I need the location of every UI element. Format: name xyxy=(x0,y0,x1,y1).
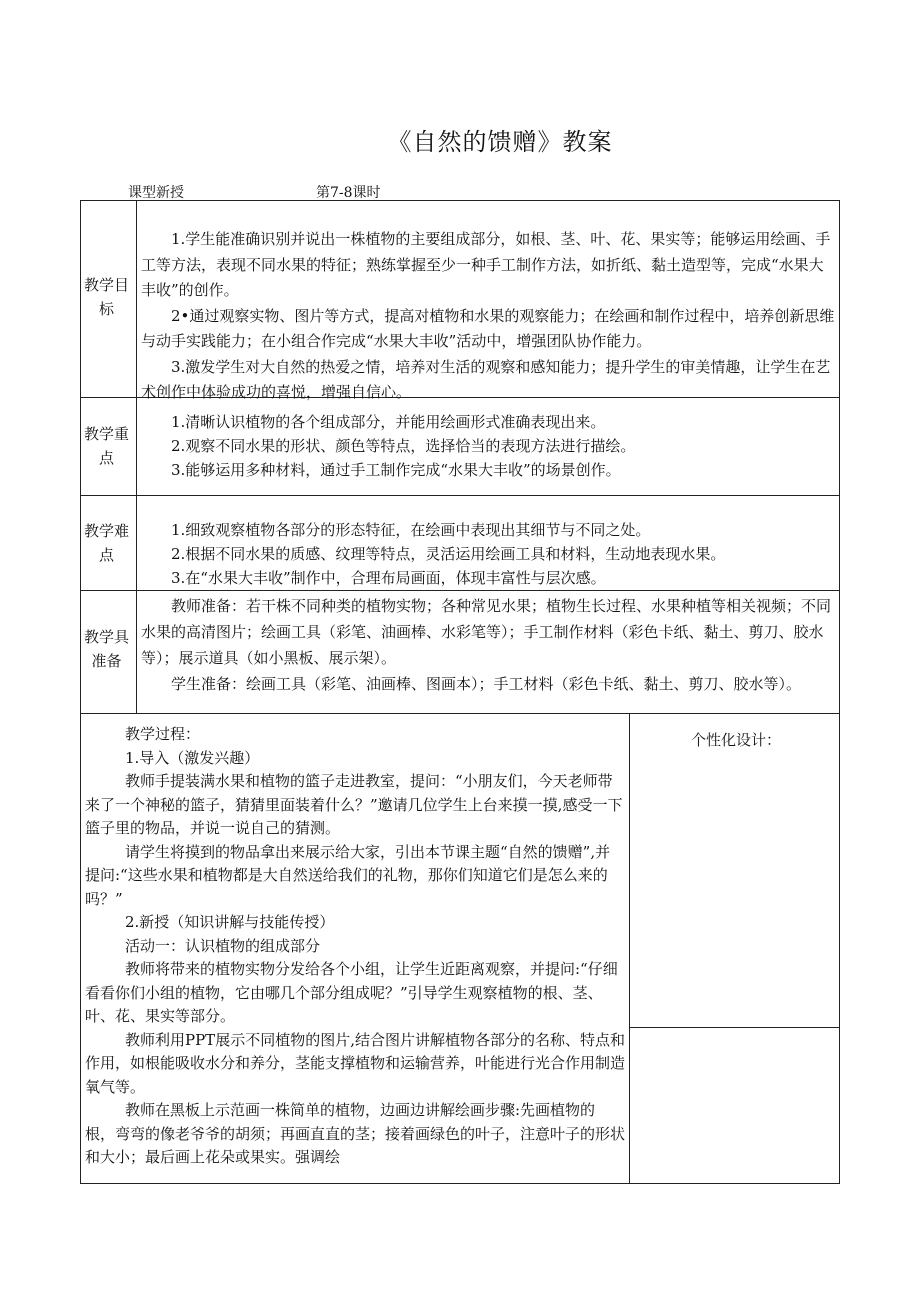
process-item: 教师手提装满水果和植物的篮子走进教室，提问：“小朋友们，今天老师带来了一个神秘的篮子，猜猜里面装着什么？”邀请几位学生上台来摸一摸,感受一下篮子里的物品，并说一说自己的猜测。 xyxy=(85,772,623,837)
tools-label: 教学具准备 xyxy=(83,628,129,670)
key-point-item: 1.清晰认识植物的各个组成部分，并能用绘画形式准确表现出来。 xyxy=(171,413,606,431)
key-points-label: 教学重点 xyxy=(83,425,129,467)
personalized-design-label: 个性化设计： xyxy=(690,731,781,749)
key-points-content xyxy=(141,410,836,482)
difficulties-label: 教学难点 xyxy=(83,522,129,564)
process-content xyxy=(85,723,625,1170)
lesson-period: 第7-8课时 xyxy=(316,185,381,201)
document-title: 《自然的馈赠》教案 xyxy=(387,128,613,156)
key-point-item: 3.能够运用多种材料，通过手工制作完成“水果大丰收”的场景创作。 xyxy=(171,461,621,479)
goals-content xyxy=(141,227,836,406)
lesson-type: 课型新授 xyxy=(128,185,184,201)
process-item: 活动一：认识植物的组成部分 xyxy=(125,936,321,955)
goal-item: 3.激发学生对大自然的热爱之情，培养对生活的观察和感知能力；提升学生的审美情趣，让学生在艺术创作中体验成功的喜悦，增强自信心。 xyxy=(141,357,831,401)
tools-item: 学生准备：绘画工具（彩笔、油画棒、图画本）；手工材料（彩色卡纸、黏土、剪刀、胶水等）。 xyxy=(171,675,802,693)
goal-item: 1.学生能准确识别并说出一株植物的主要组成部分，如根、茎、叶、花、果实等；能够运用绘画、手工等方法，表现不同水果的特征；熟练掌握至少一种手工制作方法，如折纸、黏土造型等，完成“水果大丰收”的创作。 xyxy=(141,230,831,299)
side-divider xyxy=(629,1027,840,1028)
side-column-divider xyxy=(629,713,630,1183)
process-item: 教师将带来的植物实物分发给各个小组，让学生近距离观察，并提问:“仔细看看你们小组的植物，它由哪几个部分组成呢？”引导学生观察植物的根、茎、叶、花、果实等部分。 xyxy=(85,960,618,1025)
lesson-plan-table xyxy=(80,200,840,1184)
row-divider xyxy=(81,495,839,496)
process-item: 1.导入（激发兴趣） xyxy=(125,748,260,767)
goal-item: 2•通过观察实物、图片等方式，提高对植物和水果的观察能力；在绘画和制作过程中，培养创新思维与动手实践能力；在小组合作完成“水果大丰收”活动中，增强团队协作能力。 xyxy=(141,306,835,350)
process-item: 教师利用PPT展示不同植物的图片,结合图片讲解植物各部分的名称、特点和作用，如根能吸收水分和养分，茎能支撑植物和运输营养，叶能进行光合作用制造氧气等。 xyxy=(85,1030,626,1096)
label-column-divider xyxy=(136,201,137,713)
process-item: 教师在黑板上示范画一株简单的植物，边画边讲解绘画步骤:先画植物的根，弯弯的像老爷爷的胡须；再画直直的茎；接着画绿色的叶子，注意叶子的形状和大小；最后画上花朵或果实。强调绘 xyxy=(85,1101,626,1166)
row-divider xyxy=(81,713,839,714)
row-divider xyxy=(81,590,839,591)
process-item: 请学生将摸到的物品拿出来展示给大家，引出本节课主题“自然的馈赠”,并提问:“这些水果和植物都是大自然送给我们的礼物，那你们知道它们是怎么来的吗？” xyxy=(85,842,611,908)
difficulty-item: 3.在“水果大丰收”制作中，合理布局画面，体现丰富性与层次感。 xyxy=(171,569,606,587)
difficulties-content xyxy=(141,518,836,590)
process-item: 2.新授（知识讲解与技能传授） xyxy=(125,913,335,931)
difficulty-item: 1.细致观察植物各部分的形态特征，在绘画中表现出其细节与不同之处。 xyxy=(171,521,651,539)
tools-content xyxy=(141,593,836,697)
key-point-item: 2.观察不同水果的形状、颜色等特点，选择恰当的表现方法进行描绘。 xyxy=(171,437,636,455)
process-item: 教学过程： xyxy=(125,725,201,743)
difficulty-item: 2.根据不同水果的质感、纹理等特点，灵活运用绘画工具和材料，生动地表现水果。 xyxy=(171,545,726,563)
goals-label: 教学目标 xyxy=(83,276,129,318)
tools-item: 教师准备：若干株不同种类的植物实物；各种常见水果；植物生长过程、水果种植等相关视频；不同水果的高清图片；绘画工具（彩笔、油画棒、水彩笔等）；手工制作材料（彩色卡纸、黏土、剪刀、胶水等）；展示道具（如小黑板、展示架）。 xyxy=(141,597,832,667)
